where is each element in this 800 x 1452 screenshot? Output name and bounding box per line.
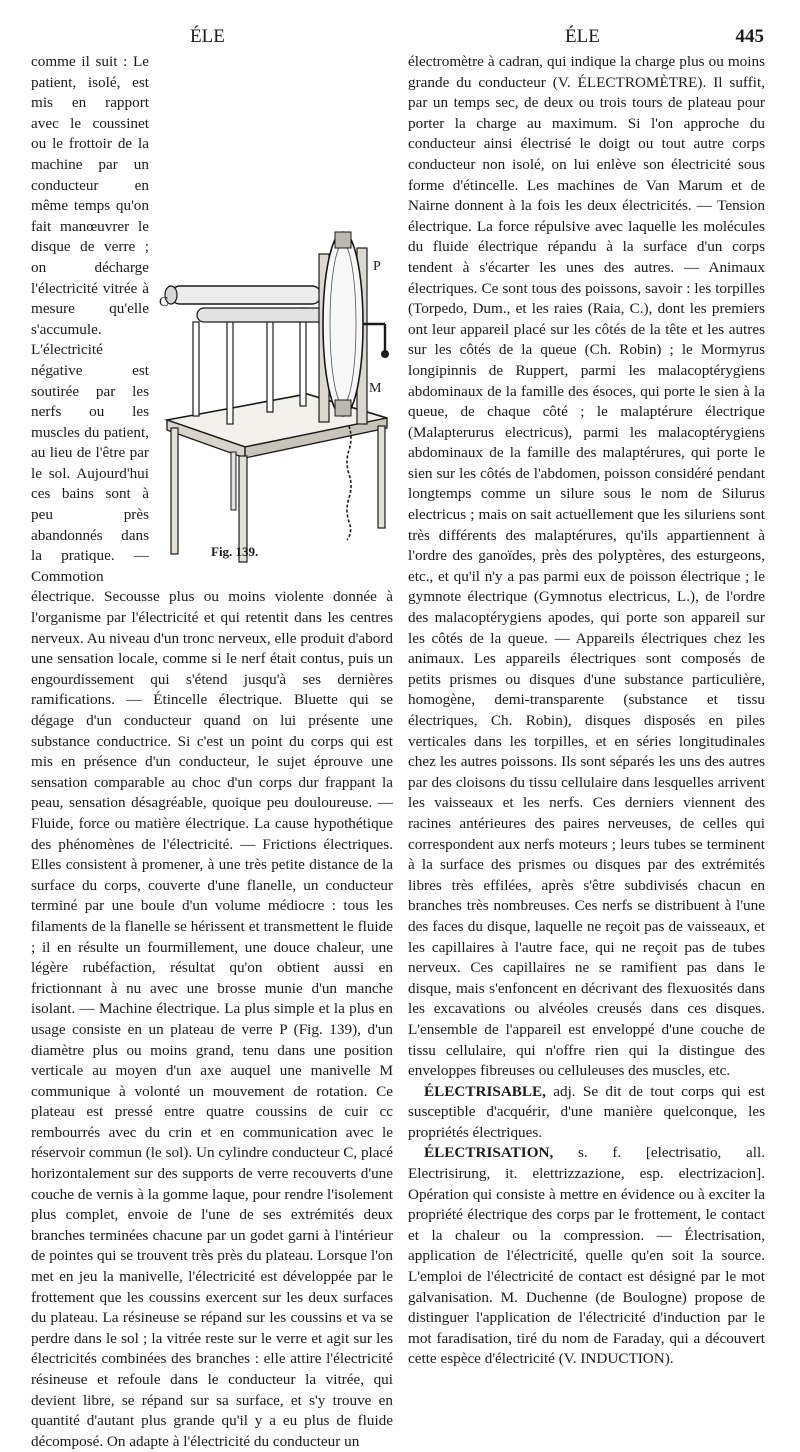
entry-electrisation	[408, 1143, 765, 1370]
table-leg	[171, 428, 178, 554]
page-number: 445	[735, 26, 764, 47]
left-text: comme il suit : Le patient, isolé, est mis en rapport avec le coussinet ou le frottoir de la machine par un conducteur en même temps qu'on fait manœuvrer le disque de verre ; on décharge l'électricité vitrée à mesure qu'elle s'accumule. L'électricité négative est soutirée par les nerfs ou les muscles du patient, au lieu de l'être par le sol. Aujourd'hui ces bains sont à peu près abandonnés dans la pratique. — Commotion électrique. Secousse plus ou moins violente donnée à l'organisme par l'électricité et qui retentit dans les centres nerveux. Au niveau d'un tronc nerveux, elle produit d'abord une sensation locale, comme si le nerf était contus, puis un engourdissement qui s'étend jusqu'à ses dernières ramifications. — Étincelle électrique. Bluette qui se dégage d'un conducteur quand on lui présente une substance conductrice. Si c'est un point du corps qui est mis en présence d'un conducteur, le sujet éprouve une sensation comparable au choc d'un corps dur frappant la peau, sensation désagréable, quoique peu douloureuse. — Fluide, force ou matière électrique. La cause hypothétique des phénomènes de l'électricité. — Frictions électriques. Elles consistent à promener, à une très petite distance de la surface du corps, couverte d'une flanelle, un conducteur terminé par une boule d'un volume médiocre : tous les filaments de la flanelle se hérissent et transmettent le fluide ; il en résulte un fourmillement, une douce chaleur, une légère rubéfaction, résultat qu'on obtient aussi en frictionnant à nu avec une brosse munie d'un manche isolant. — Machine électrique. La plus simple et la plus en usage consiste en un plateau de verre P (Fig. 139), d'un diamètre plus ou moins grand, tenu dans une position verticale au moyen d'un axe auquel une manivelle M communique à volonté un mouvement de rotation. Ce plateau est pressé entre quatre coussins de cuir cc rembourrés avec du crin et en communication avec le réservoir commun (le sol). Un cylindre conducteur C, placé horizontalement sur des supports de verre recouverts d'une couche de vernis à la gomme laque, pour rendre l'isolement plus complet, envoie de l'une de ses extrémités deux branches terminées chacune par un godet garni à l'intérieur de pointes qui se trouvent très près du plateau. Lorsque l'on met en jeu la manivelle, l'électricité est développée par le frottement que les coussins exercent sur les deux surfaces du plateau. La résineuse se répand sur les coussins et va se perdre dans le sol ; la vitrée reste sur le verre et agit sur les électricités combinées des branches : elle attire l'électricité résineuse et refoule dans le conducteur la vitrée, qui devient libre, se répand sur sa surface, et s'y trouve en quantité d'autant plus grande qu'il y a eu plus de fluide décomposé. On adapte à l'électricité du conducteur un	[31, 53, 393, 1450]
glass-plate	[323, 232, 363, 416]
table-leg	[231, 452, 236, 510]
conductor-branch	[197, 308, 327, 322]
headword-electrisation: ÉLECTRISATION,	[424, 1144, 554, 1162]
ground-chain	[347, 426, 351, 540]
definition-electrisable: adj. Se dit de tout corps qui est susceptible d'acquérir, d'une manière quelconque, les propriétés électriques.	[408, 1082, 765, 1141]
figure-139	[157, 162, 393, 567]
running-head-right: ÉLE	[565, 26, 600, 47]
running-head-left: ÉLE	[190, 26, 225, 47]
label-crank: M	[369, 381, 382, 396]
headword-electrisable: ÉLECTRISABLE,	[424, 1082, 546, 1100]
cushion	[335, 232, 351, 248]
right-text-continuation: électromètre à cadran, qui indique la charge plus ou moins grande du conducteur (V. ÉLECTROMÈTRE). Il suffit, par un temps sec, de deux ou trois tours de plateau pour porter la charge au maximum. Si l'on approche du conducteur ainsi électrisé le doigt ou tout autre corps conducteur non isolé, on lui enlève son électricité sous forme d'étincelle. Les machines de Van Marum et de Nairne donnent à la fois les deux électricités. — Tension électrique. La force répulsive avec laquelle les molécules du fluide électrique répandu à la surface d'un corps tendent à s'écarter les unes des autres. — Animaux électriques. Ce sont tous des poissons, savoir : les torpilles (Torpedo, Dum., et les raies (Raia, C.), dont les premiers ont leur appareil placé sur les côtés de la tête et les autres sur les côtés de la queue (Ch. Robin) ; le Mormyrus longipinnis de Ruppert, parmi les malacoptérygiens abdominaux de la famille des ésoces, qui porte le sien à la queue, de chaque côté ; le malaptérure électrique (Malapterurus electricus), parmi les malacoptérygiens abdominaux de la famille des malaptérures, qui porte le sien sur les côtés de l'abdomen, poisson considéré pendant longtemps comme un silure sous le nom de Silurus electricus ; mais on sait actuellement que les siluriens sont très différents des malaptérures, qu'ils appartiennent à l'ordre des ganoïdes, près des polyptères, des esturgeons, etc., et qu'il n'y a pas parmi eux de poisson électrique ; le gymnote électrique (Gymnotus electricus, L.), de l'ordre des malacoptérygiens apodes, qui porte son appareil sur les côtés de la queue. — Appareils électriques chez les animaux. Les appareils électriques sont composés de petits prismes ou disques d'une substance particulière, homogène, demi-transparente (substance et tissu électriques, Ch. Robin), disques disposés en piles verticales dans les torpilles, et en séries longitudinales chez les autres poissons. Ils sont séparés les uns des autres par des cloisons du tissu cellulaire dans lesquelles arrivent les vaisseaux et les nerfs. Ces derniers viennent des racines antérieures des paires nerveuses, de celles qui correspondent aux nerfs moteurs ; leurs tubes se terminent à la surface des prismes ou disques par des extrémités libres très effilées, après s'être subdivisés chacun en branches très nombreuses. Ces nerfs se distribuent à l'une des faces du disque, laquelle ne reçoit pas de vaisseaux, et les capillaires à l'autre face, qui ne reçoit pas de tubes nerveux. Ces capillaires ne se ramifient pas dans le disque, mais s'enfoncent en décrivant des flexuosités dans les excavations ou alvéoles creusés dans ces disques. L'ensemble de l'appareil est enveloppé d'une couche de tissu cellulaire, qui n'offre rien qui la distingue des enveloppes fibreuses ou celluleuses des muscles, etc.	[408, 53, 765, 1080]
glass-support	[267, 312, 273, 412]
glass-support	[300, 308, 306, 406]
glass-support	[227, 316, 233, 424]
glass-support	[193, 322, 199, 416]
left-column	[31, 52, 393, 1452]
conductor-cylinder	[171, 286, 321, 304]
electric-machine-illustration	[157, 162, 393, 567]
figure-caption: Fig. 139.	[211, 544, 259, 559]
entry-electrisable	[408, 1082, 765, 1144]
right-column	[408, 52, 765, 1370]
page-header	[30, 26, 770, 50]
label-plate: P	[373, 259, 381, 274]
definition-electrisation: s. f. [electrisatio, all. Electrisirung, it. elettrizzazione, esp. electrizacion]. Opération qui consiste à mettre en évidence ou à exciter la propriété électrique des corps par le frottement, le contact et la chaleur ou la compression. — Électrisation, application de l'électricité, quelle qu'en soit la source. L'emploi de l'électricité de contact est désigné par le mot galvanisation. M. Duchenne (de Boulogne) propose de distinguer l'application de l'électricité d'induction par le mot faradisation, tiré du nom de Faraday, qui a découvert cette espèce d'électricité (V. INDUCTION).	[408, 1144, 765, 1368]
label-conductor: C	[159, 295, 169, 310]
cushion	[335, 400, 351, 416]
table-leg	[378, 426, 385, 528]
